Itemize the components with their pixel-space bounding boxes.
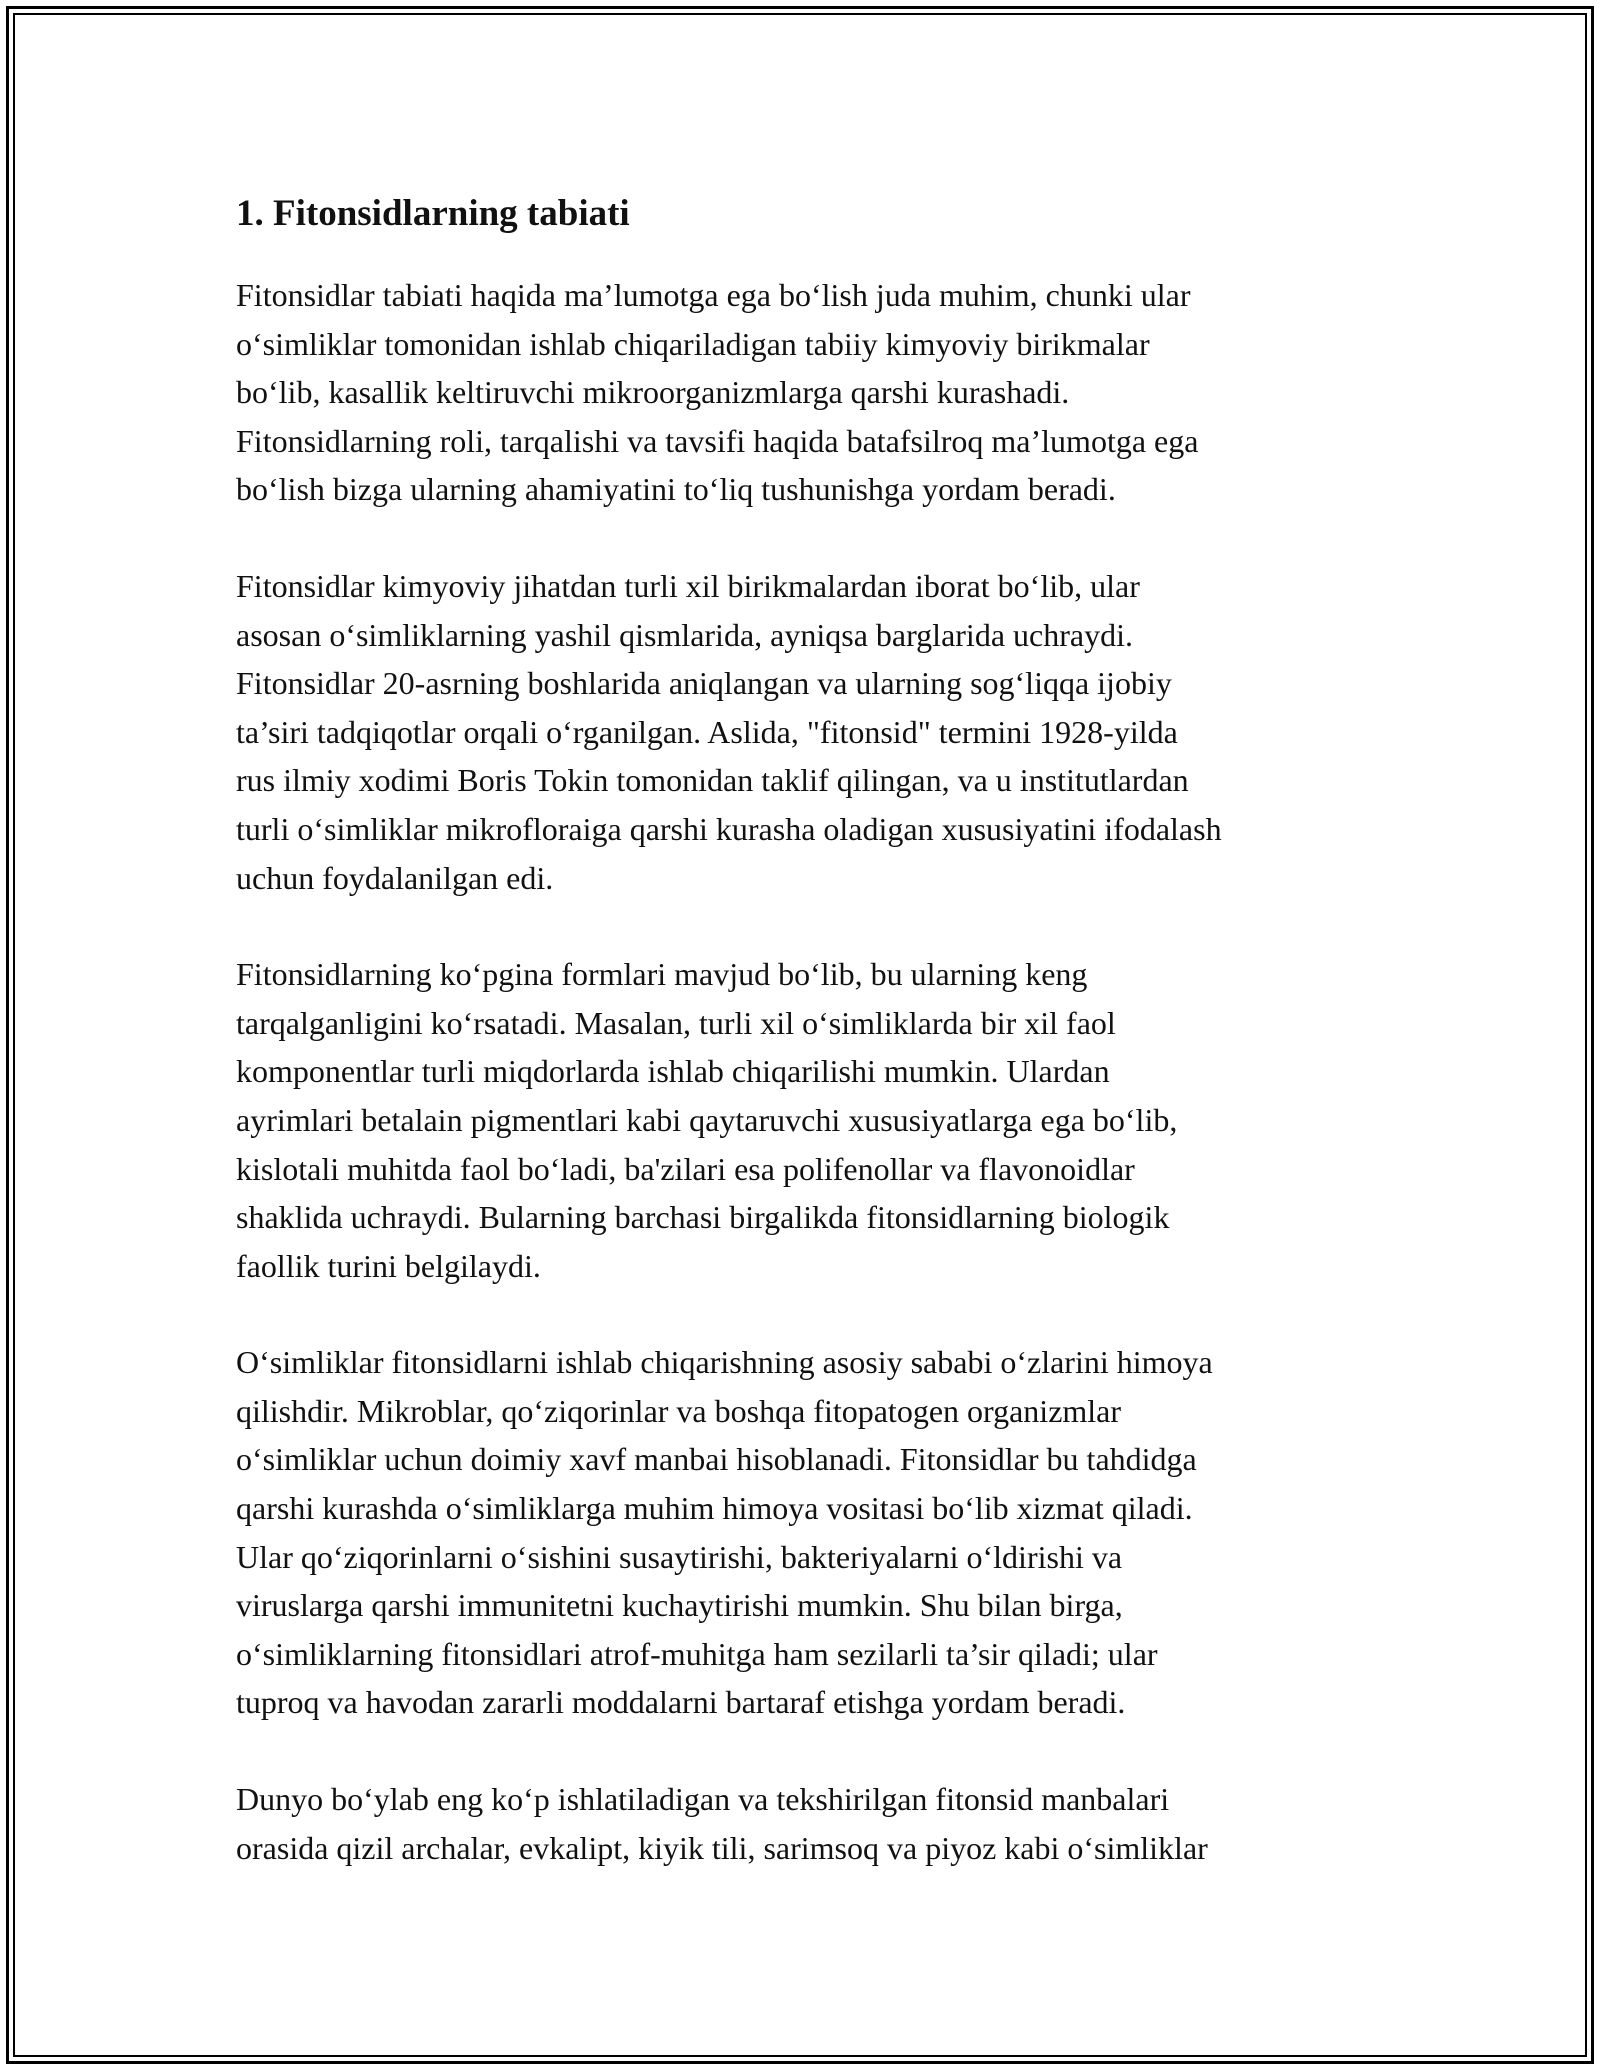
text-line: bo‘lib, kasallik keltiruvchi mikroorganizmlarga qarshi kurashadi.	[236, 374, 1070, 411]
text-line: o‘simliklarning fitonsidlari atrof-muhitga ham sezilarli ta’sir qiladi; ular	[236, 1635, 1158, 1672]
text-line: rus ilmiy xodimi Boris Tokin tomonidan taklif qilingan, va u institutlardan	[236, 762, 1189, 799]
text-line: turli o‘simliklar mikrofloraiga qarshi kurasha oladigan xususiyatini ifodalash	[236, 810, 1222, 847]
paragraph	[236, 562, 1376, 902]
text-line: qilishdir. Mikroblar, qo‘ziqorinlar va boshqa fitopatogen organizmlar	[236, 1392, 1122, 1429]
text-line: Dunyo bo‘ylab eng ko‘p ishlatiladigan va tekshirilgan fitonsid manbalari	[236, 1781, 1170, 1818]
paragraphs-container	[236, 271, 1376, 1872]
paragraph	[236, 1775, 1376, 1872]
text-line: Fitonsidlarning roli, tarqalishi va tavsifi haqida batafsilroq ma’lumotga ega	[236, 422, 1199, 459]
text-line: ayrimlari betalain pigmentlari kabi qaytaruvchi xususiyatlarga ega bo‘lib,	[236, 1101, 1178, 1138]
text-line: tuproq va havodan zararli moddalarni bartaraf etishga yordam beradi.	[236, 1684, 1126, 1721]
text-line: faollik turini belgilaydi.	[236, 1247, 541, 1284]
paragraph	[236, 1338, 1376, 1727]
document-body	[236, 186, 1376, 1920]
text-line: orasida qizil archalar, evkalipt, kiyik tili, sarimsoq va piyoz kabi o‘simliklar	[236, 1829, 1208, 1866]
text-line: komponentlar turli miqdorlarda ishlab chiqarilishi mumkin. Ulardan	[236, 1053, 1110, 1090]
text-line: o‘simliklar tomonidan ishlab chiqariladigan tabiiy kimyoviy birikmalar	[236, 325, 1150, 362]
text-line: Fitonsidlar 20-asrning boshlarida aniqlangan va ularning sog‘liqqa ijobiy	[236, 665, 1172, 702]
text-line: shaklida uchraydi. Bularning barchasi birgalikda fitonsidlarning biologik	[236, 1199, 1170, 1236]
text-line: viruslarga qarshi immunitetni kuchaytirishi mumkin. Shu bilan birga,	[236, 1587, 1123, 1624]
text-line: asosan o‘simliklarning yashil qismlarida, ayniqsa barglarida uchraydi.	[236, 616, 1133, 653]
paragraph	[236, 271, 1376, 514]
text-line: Fitonsidlar tabiati haqida ma’lumotga ega bo‘lish juda muhim, chunki ular	[236, 277, 1191, 313]
text-line: uchun foydalanilgan edi.	[236, 859, 554, 896]
text-line: Fitonsidlarning ko‘pgina formlari mavjud bo‘lib, bu ularning keng	[236, 956, 1088, 993]
section-heading: 1. Fitonsidlarning tabiati	[236, 193, 630, 234]
text-line: o‘simliklar uchun doimiy xavf manbai hisoblanadi. Fitonsidlar bu tahdidga	[236, 1441, 1197, 1478]
text-line: O‘simliklar fitonsidlarni ishlab chiqarishning asosiy sababi o‘zlarini himoya	[236, 1344, 1213, 1381]
text-line: kislotali muhitda faol bo‘ladi, ba'zilari esa polifenollar va flavonoidlar	[236, 1150, 1135, 1187]
text-line: tarqalganligini ko‘rsatadi. Masalan, turli xil o‘simliklarda bir xil faol	[236, 1004, 1116, 1041]
text-line: Ular qo‘ziqorinlarni o‘sishini susaytirishi, bakteriyalarni o‘ldirishi va	[236, 1538, 1123, 1575]
text-line: qarshi kurashda o‘simliklarga muhim himoya vositasi bo‘lib xizmat qiladi.	[236, 1490, 1193, 1527]
text-line: ta’siri tadqiqotlar orqali o‘rganilgan. Aslida, "fitonsid" termini 1928-yilda	[236, 713, 1178, 750]
text-line: bo‘lish bizga ularning ahamiyatini to‘liq tushunishga yordam beradi.	[236, 471, 1116, 508]
paragraph	[236, 950, 1376, 1290]
text-line: Fitonsidlar kimyoviy jihatdan turli xil birikmalardan iborat bo‘lib, ular	[236, 567, 1140, 604]
